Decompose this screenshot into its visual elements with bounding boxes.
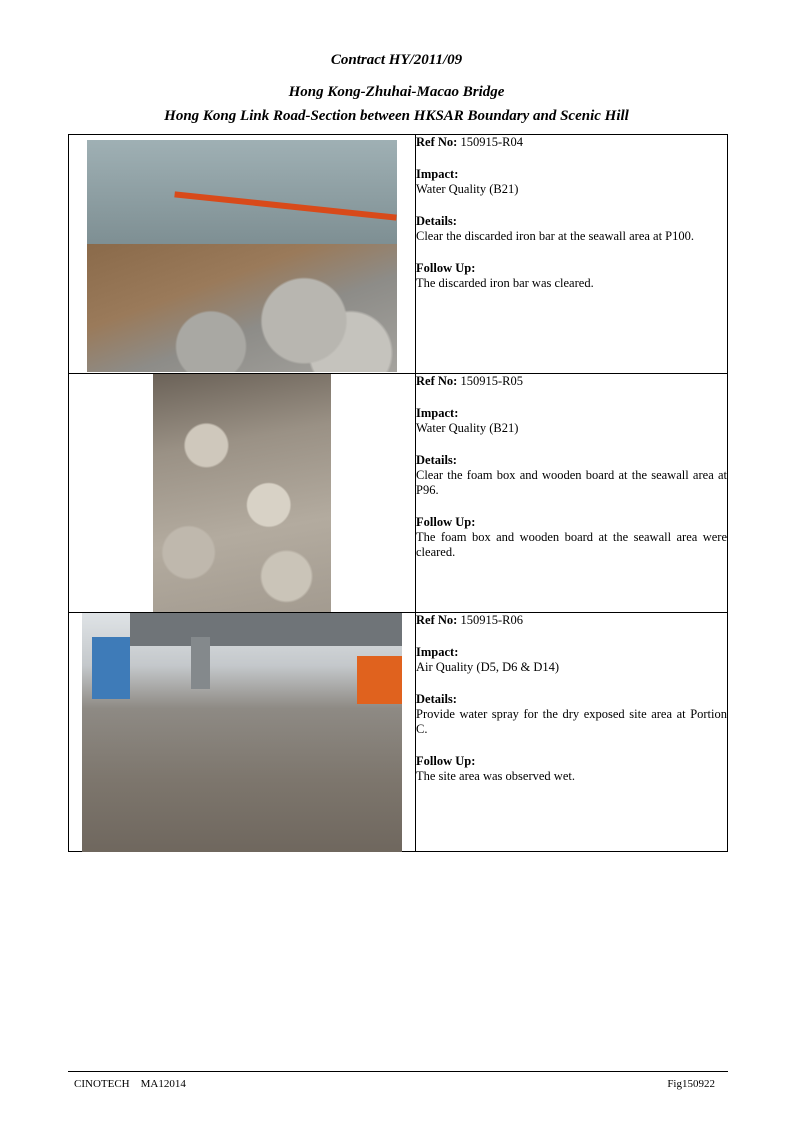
ref-value: 150915-R06 (460, 613, 523, 627)
ref-label: Ref No: (416, 135, 458, 149)
footer-figure-number: Fig150922 (667, 1078, 715, 1090)
project-title: Hong Kong-Zhuhai-Macao Bridge (288, 84, 505, 100)
impact-value: Water Quality (B21) (416, 182, 519, 196)
bridge-deck (130, 613, 402, 646)
footer-company: CINOTECH MA12014 (74, 1078, 186, 1090)
footer-divider (68, 1071, 728, 1072)
bridge-pier (191, 637, 210, 690)
details-label: Details: (416, 214, 457, 228)
section-title: Hong Kong Link Road-Section between HKSAR Boundary and Scenic Hill (164, 108, 629, 124)
follow-up-label: Follow Up: (416, 261, 476, 275)
photo-cell (69, 135, 416, 374)
impact-label: Impact: (416, 167, 459, 181)
follow-up-label: Follow Up: (416, 515, 476, 529)
ref-value: 150915-R05 (460, 374, 523, 388)
details-label: Details: (416, 453, 457, 467)
impact-label: Impact: (416, 645, 459, 659)
photo-cell (69, 374, 416, 613)
follow-up-value: The foam box and wooden board at the seawall area were cleared. (416, 530, 727, 559)
details-value: Provide water spray for the dry exposed site area at Portion C. (416, 707, 727, 736)
follow-up-value: The discarded iron bar was cleared. (416, 276, 594, 290)
rock-area (87, 244, 397, 372)
site-area-photo (82, 613, 402, 852)
photo-cell (69, 613, 416, 852)
ref-value: 150915-R04 (460, 135, 523, 149)
follow-up-value: The site area was observed wet. (416, 769, 575, 783)
record-details (416, 374, 728, 613)
site-inspection-table (68, 134, 728, 852)
details-value: Clear the discarded iron bar at the seawall area at P100. (416, 229, 695, 243)
details-value: Clear the foam box and wooden board at the seawall area at P96. (416, 468, 727, 497)
details-label: Details: (416, 692, 457, 706)
table-row (69, 613, 728, 852)
table-row (69, 374, 728, 613)
site-cabin (92, 637, 130, 699)
record-details (416, 613, 728, 852)
ref-label: Ref No: (416, 374, 458, 388)
seawall-photo (87, 140, 397, 372)
ref-label: Ref No: (416, 613, 458, 627)
table-row (69, 135, 728, 374)
impact-label: Impact: (416, 406, 459, 420)
impact-value: Water Quality (B21) (416, 421, 519, 435)
orange-frame (357, 656, 402, 704)
impact-value: Air Quality (D5, D6 & D14) (416, 660, 560, 674)
follow-up-label: Follow Up: (416, 754, 476, 768)
record-details (416, 135, 728, 374)
rocky-slope-photo (153, 374, 331, 612)
contract-title: Contract HY/2011/09 (330, 52, 463, 68)
